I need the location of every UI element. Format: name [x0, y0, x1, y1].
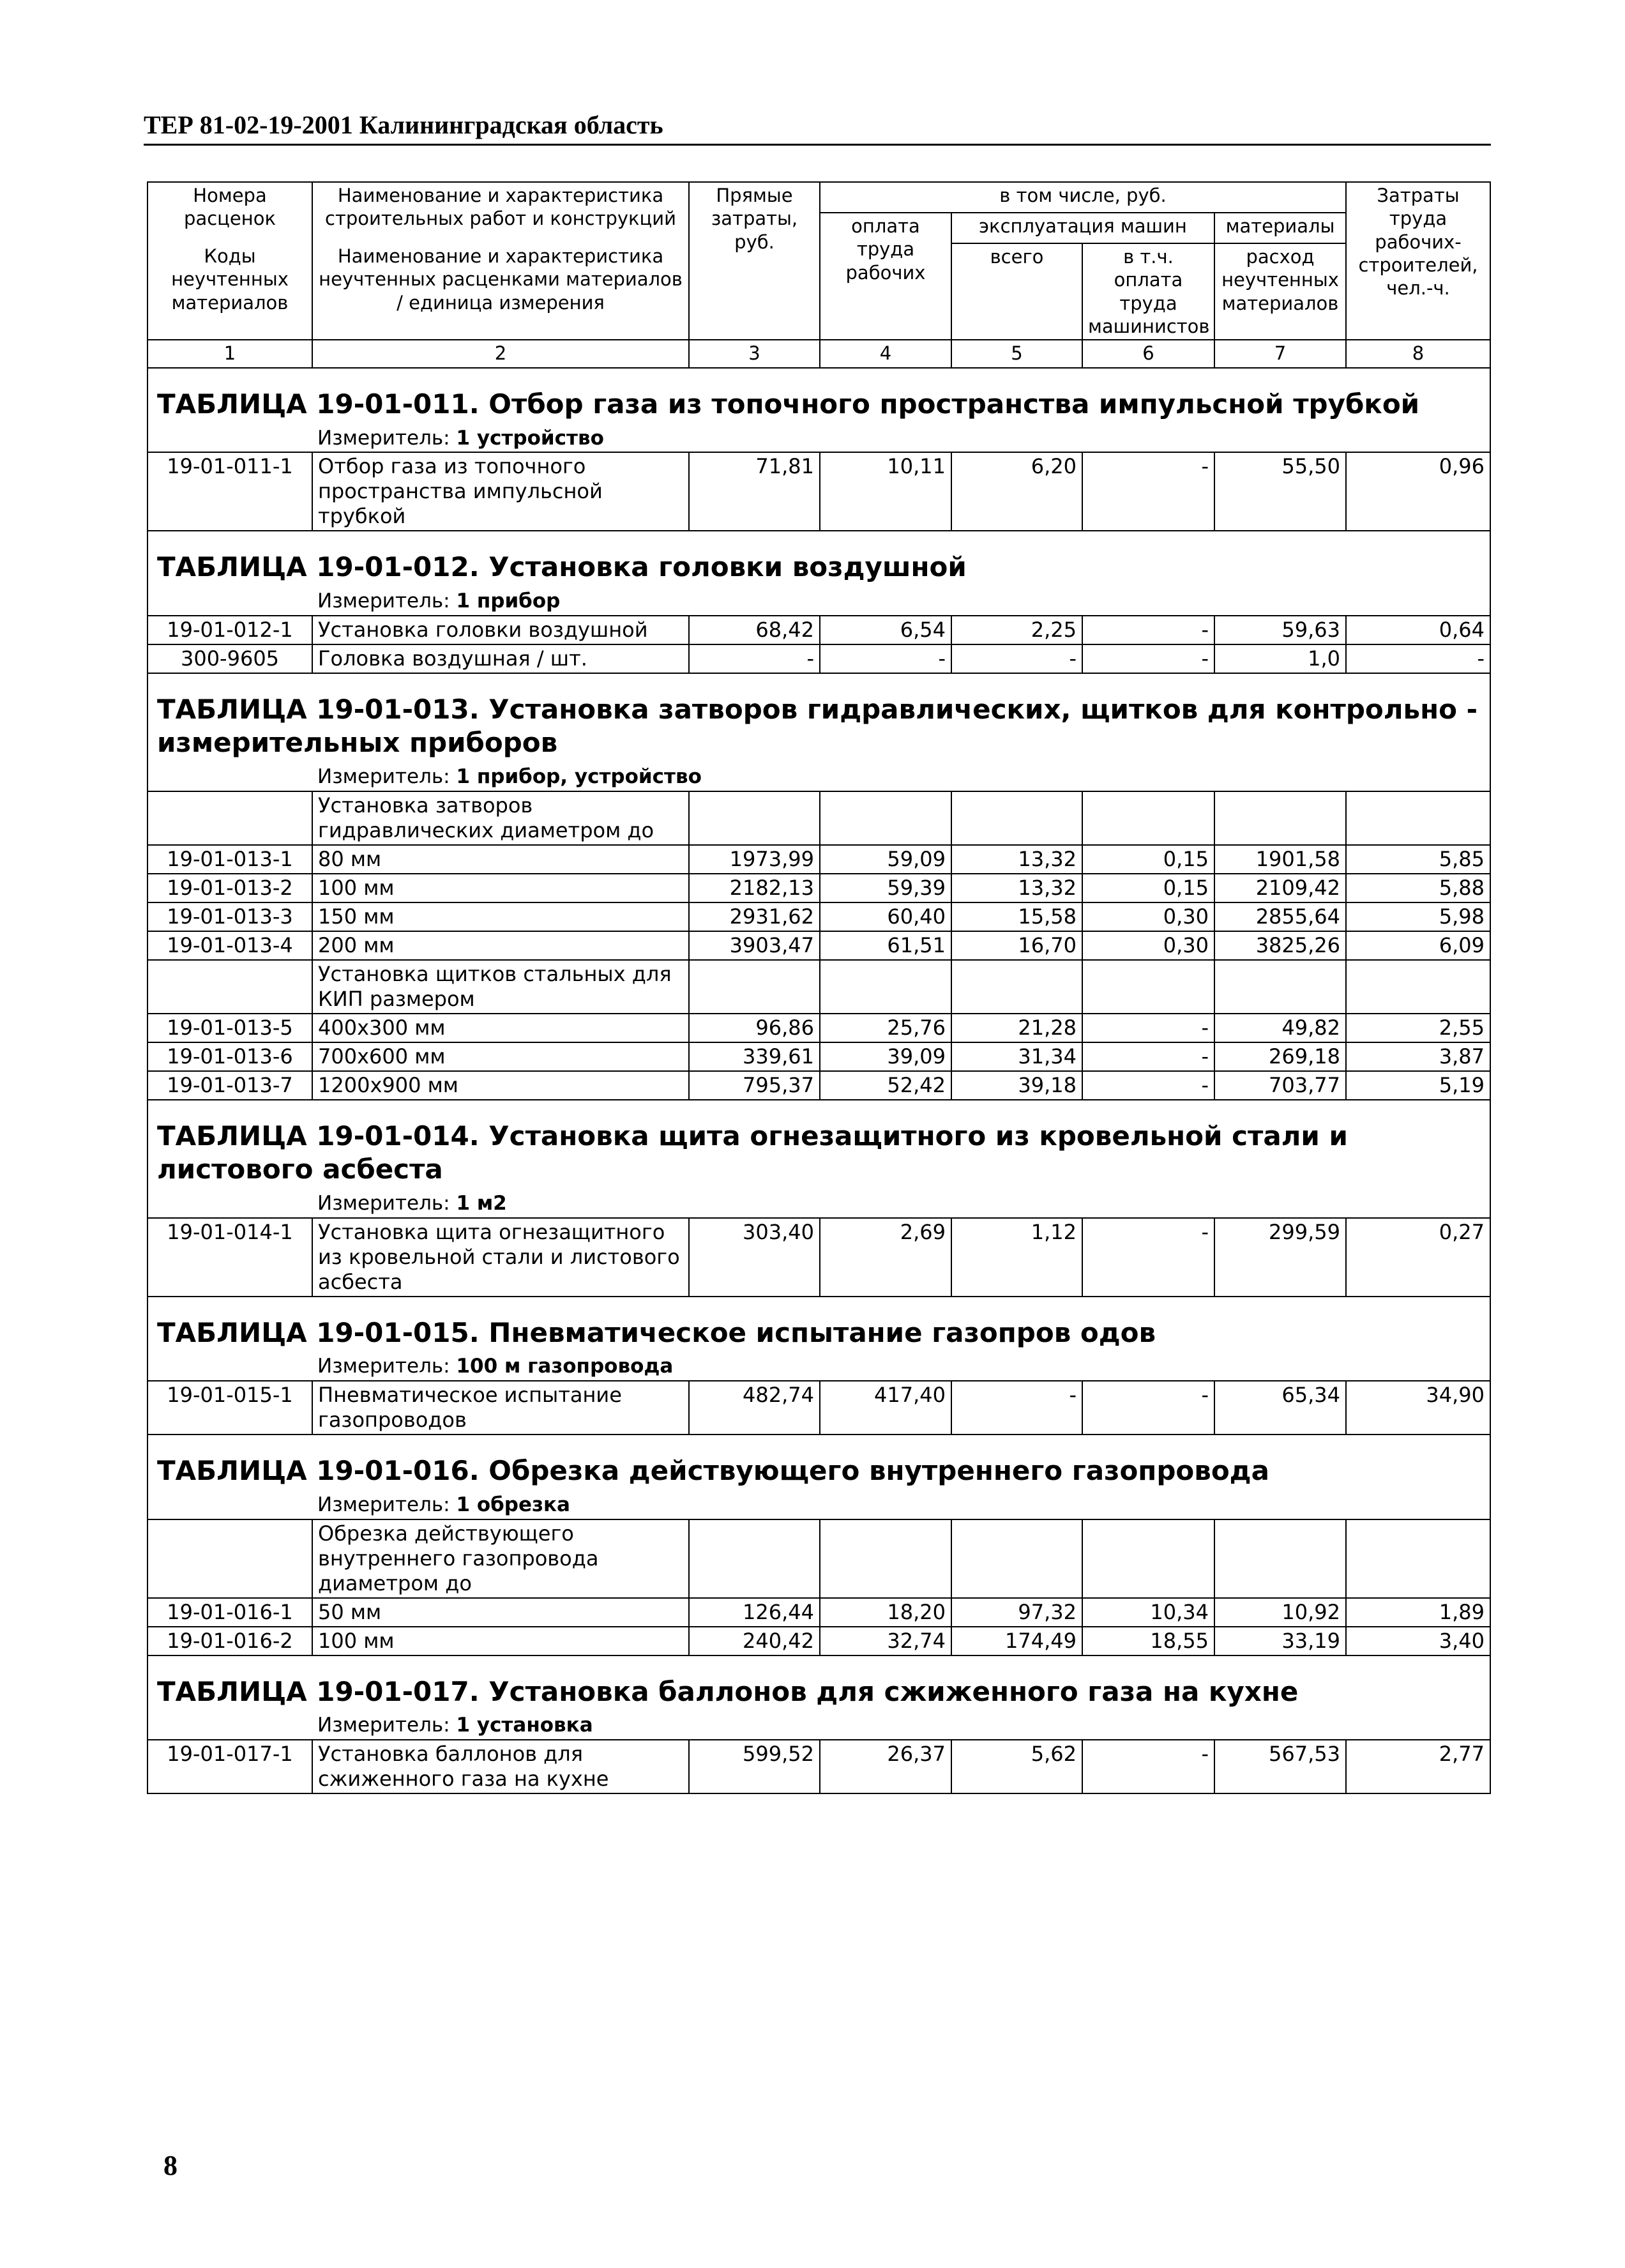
value-cell: 32,74 — [820, 1627, 951, 1655]
rate-name: 100 мм — [312, 1627, 689, 1655]
blank-cell — [951, 791, 1082, 845]
value-cell: 65,34 — [1214, 1381, 1346, 1435]
blank-cell — [1082, 960, 1214, 1014]
value-cell: - — [1082, 1071, 1214, 1100]
blank-cell — [147, 588, 312, 616]
value-cell: 60,40 — [820, 902, 951, 931]
value-cell: 0,96 — [1346, 452, 1490, 531]
table-section-title: ТАБЛИЦА 19-01-011. Отбор газа из топочного пространства импульсной трубкой — [147, 368, 1490, 425]
value-cell: 59,39 — [820, 874, 951, 902]
rate-name: Установка щита огнезащитного из кровельной стали и листового асбеста — [312, 1218, 689, 1297]
column-number: 3 — [689, 340, 820, 368]
measure-unit — [312, 764, 1490, 791]
measure-label: Измеритель: — [317, 1355, 457, 1378]
col-header-machines: эксплуатация машин — [951, 213, 1214, 243]
measure-label: Измеритель: — [317, 1191, 457, 1215]
value-cell: 299,59 — [1214, 1218, 1346, 1297]
value-cell: 31,34 — [951, 1042, 1082, 1071]
table-row — [147, 1381, 1490, 1435]
table-section-title: ТАБЛИЦА 19-01-012. Установка головки воздушной — [147, 531, 1490, 588]
value-cell: 10,11 — [820, 452, 951, 531]
rate-code: 19-01-017-1 — [147, 1740, 312, 1793]
document-header: ТЕР 81-02-19-2001 Калининградская область — [144, 110, 1491, 146]
rate-name: 1200х900 мм — [312, 1071, 689, 1100]
measure-unit — [312, 1353, 1490, 1381]
value-cell: 240,42 — [689, 1627, 820, 1655]
measure-label: Измеритель: — [317, 589, 457, 613]
value-cell: - — [820, 644, 951, 673]
group-description: Обрезка действующего внутреннего газопровода диаметром до — [312, 1519, 689, 1598]
value-cell: - — [689, 644, 820, 673]
blank-cell — [689, 791, 820, 845]
value-cell: 5,88 — [1346, 874, 1490, 902]
value-cell: 2,55 — [1346, 1014, 1490, 1042]
value-cell: 2931,62 — [689, 902, 820, 931]
value-cell: 6,54 — [820, 616, 951, 644]
value-cell: 15,58 — [951, 902, 1082, 931]
col-header-including: в том числе, руб. — [820, 182, 1346, 213]
column-number: 1 — [147, 340, 312, 368]
value-cell: 6,20 — [951, 452, 1082, 531]
value-cell: 21,28 — [951, 1014, 1082, 1042]
measure-value: 1 устройство — [456, 426, 604, 450]
value-cell: 5,62 — [951, 1740, 1082, 1793]
value-cell: 0,15 — [1082, 874, 1214, 902]
rate-name: Отбор газа из топочного пространства импульсной трубкой — [312, 452, 689, 531]
rate-name: Установка баллонов для сжиженного газа на кухне — [312, 1740, 689, 1793]
rate-code: 19-01-012-1 — [147, 616, 312, 644]
rate-code: 19-01-013-7 — [147, 1071, 312, 1100]
blank-cell — [820, 791, 951, 845]
measure-value: 1 обрезка — [456, 1493, 570, 1516]
blank-cell — [1214, 791, 1346, 845]
value-cell: 26,37 — [820, 1740, 951, 1793]
col-header-worker-pay: оплата труда рабочих — [820, 213, 951, 340]
value-cell: 55,50 — [1214, 452, 1346, 531]
col-header-materials: материалы — [1214, 213, 1346, 243]
value-cell: 2,69 — [820, 1218, 951, 1297]
value-cell: 52,42 — [820, 1071, 951, 1100]
table-row — [147, 1627, 1490, 1655]
column-number: 5 — [951, 340, 1082, 368]
rate-code: 19-01-013-3 — [147, 902, 312, 931]
blank-cell — [147, 960, 312, 1014]
value-cell: 25,76 — [820, 1014, 951, 1042]
measure-value: 1 прибор — [456, 589, 561, 613]
table-row — [147, 452, 1490, 531]
value-cell: 0,27 — [1346, 1218, 1490, 1297]
col-header-material-usage: расход неучтенных материалов — [1214, 243, 1346, 340]
blank-cell — [820, 960, 951, 1014]
measure-unit — [312, 1191, 1490, 1218]
rate-code: 19-01-013-4 — [147, 931, 312, 960]
value-cell: 68,42 — [689, 616, 820, 644]
value-cell: - — [1346, 644, 1490, 673]
value-cell: 61,51 — [820, 931, 951, 960]
col-header-material-names: Наименование и характеристика неучтенных расценками материалов / единица измерения — [312, 243, 689, 340]
value-cell: 2855,64 — [1214, 902, 1346, 931]
blank-cell — [1346, 791, 1490, 845]
blank-cell — [1214, 1519, 1346, 1598]
table-section-title: ТАБЛИЦА 19-01-015. Пневматическое испытание газопров одов — [147, 1297, 1490, 1354]
blank-cell — [147, 1712, 312, 1740]
value-cell: - — [951, 1381, 1082, 1435]
col-header-machinists-pay: в т.ч. оплата труда машинистов — [1082, 243, 1214, 340]
table-section-title: ТАБЛИЦА 19-01-017. Установка баллонов для сжиженного газа на кухне — [147, 1655, 1490, 1713]
blank-cell — [147, 425, 312, 453]
value-cell: 33,19 — [1214, 1627, 1346, 1655]
value-cell: 339,61 — [689, 1042, 820, 1071]
value-cell: - — [1082, 1042, 1214, 1071]
value-cell: 59,09 — [820, 845, 951, 874]
col-header-material-codes: Коды неучтенных материалов — [147, 243, 312, 340]
rate-name: 50 мм — [312, 1598, 689, 1627]
table-section-title: ТАБЛИЦА 19-01-013. Установка затворов гидравлических, щитков для контрольно - измерительных приборов — [147, 673, 1490, 764]
value-cell: 126,44 — [689, 1598, 820, 1627]
rates-table — [147, 181, 1491, 1794]
value-cell: 174,49 — [951, 1627, 1082, 1655]
blank-cell — [147, 1353, 312, 1381]
value-cell: 59,63 — [1214, 616, 1346, 644]
value-cell: 71,81 — [689, 452, 820, 531]
value-cell: 1,89 — [1346, 1598, 1490, 1627]
blank-cell — [1346, 960, 1490, 1014]
value-cell: 97,32 — [951, 1598, 1082, 1627]
value-cell: 39,18 — [951, 1071, 1082, 1100]
value-cell: 6,09 — [1346, 931, 1490, 960]
table-row — [147, 845, 1490, 874]
value-cell: 703,77 — [1214, 1071, 1346, 1100]
measure-unit — [312, 1492, 1490, 1519]
value-cell: 1,12 — [951, 1218, 1082, 1297]
rate-name: 700х600 мм — [312, 1042, 689, 1071]
rate-code: 19-01-013-1 — [147, 845, 312, 874]
blank-cell — [689, 960, 820, 1014]
value-cell: 5,98 — [1346, 902, 1490, 931]
value-cell: 2182,13 — [689, 874, 820, 902]
measure-label: Измеритель: — [317, 765, 457, 788]
value-cell: 2,77 — [1346, 1740, 1490, 1793]
table-row — [147, 902, 1490, 931]
table-row — [147, 874, 1490, 902]
blank-cell — [1346, 1519, 1490, 1598]
table-row — [147, 1042, 1490, 1071]
measure-unit — [312, 425, 1490, 453]
rate-code: 19-01-016-1 — [147, 1598, 312, 1627]
table-row — [147, 1071, 1490, 1100]
value-cell: 482,74 — [689, 1381, 820, 1435]
value-cell: 96,86 — [689, 1014, 820, 1042]
col-header-direct-costs: Прямые затраты, руб. — [689, 182, 820, 340]
value-cell: 0,15 — [1082, 845, 1214, 874]
blank-cell — [147, 764, 312, 791]
rate-name: 80 мм — [312, 845, 689, 874]
table-row — [147, 1014, 1490, 1042]
rate-code: 19-01-016-2 — [147, 1627, 312, 1655]
blank-cell — [1082, 791, 1214, 845]
measure-unit — [312, 588, 1490, 616]
value-cell: 1901,58 — [1214, 845, 1346, 874]
rate-name: 400х300 мм — [312, 1014, 689, 1042]
value-cell: 10,92 — [1214, 1598, 1346, 1627]
value-cell: 0,30 — [1082, 931, 1214, 960]
measure-value: 100 м газопровода — [456, 1355, 674, 1378]
value-cell: 34,90 — [1346, 1381, 1490, 1435]
value-cell: - — [1082, 1014, 1214, 1042]
value-cell: - — [1082, 1381, 1214, 1435]
blank-cell — [951, 960, 1082, 1014]
rate-name: 150 мм — [312, 902, 689, 931]
value-cell: 5,19 — [1346, 1071, 1490, 1100]
value-cell: 18,20 — [820, 1598, 951, 1627]
group-description: Установка затворов гидравлических диаметром до — [312, 791, 689, 845]
table-section-title: ТАБЛИЦА 19-01-014. Установка щита огнезащитного из кровельной стали и листового асбеста — [147, 1100, 1490, 1191]
column-number: 8 — [1346, 340, 1490, 368]
blank-cell — [951, 1519, 1082, 1598]
value-cell: - — [1082, 644, 1214, 673]
value-cell: - — [1082, 452, 1214, 531]
rate-code: 19-01-013-6 — [147, 1042, 312, 1071]
col-header-machines-total: всего — [951, 243, 1082, 340]
rate-code: 19-01-013-5 — [147, 1014, 312, 1042]
table-row — [147, 616, 1490, 644]
value-cell: 3903,47 — [689, 931, 820, 960]
value-cell: 0,64 — [1346, 616, 1490, 644]
rate-name: 200 мм — [312, 931, 689, 960]
table-row — [147, 1598, 1490, 1627]
col-header-rate-numbers: Номера расценок — [147, 182, 312, 243]
value-cell: 13,32 — [951, 874, 1082, 902]
value-cell: 3,40 — [1346, 1627, 1490, 1655]
measure-label: Измеритель: — [317, 426, 457, 450]
value-cell: 269,18 — [1214, 1042, 1346, 1071]
value-cell: 18,55 — [1082, 1627, 1214, 1655]
rate-code: 19-01-015-1 — [147, 1381, 312, 1435]
value-cell: - — [951, 644, 1082, 673]
rate-code: 19-01-014-1 — [147, 1218, 312, 1297]
value-cell: 1,0 — [1214, 644, 1346, 673]
table-row — [147, 644, 1490, 673]
value-cell: 2,25 — [951, 616, 1082, 644]
value-cell: 10,34 — [1082, 1598, 1214, 1627]
rate-name: Установка головки воздушной — [312, 616, 689, 644]
table-row — [147, 1740, 1490, 1793]
value-cell: 16,70 — [951, 931, 1082, 960]
blank-cell — [1214, 960, 1346, 1014]
table-row — [147, 1218, 1490, 1297]
value-cell: 5,85 — [1346, 845, 1490, 874]
blank-cell — [147, 791, 312, 845]
column-number: 7 — [1214, 340, 1346, 368]
value-cell: 13,32 — [951, 845, 1082, 874]
blank-cell — [147, 1492, 312, 1519]
value-cell: - — [1082, 616, 1214, 644]
table-section-title: ТАБЛИЦА 19-01-016. Обрезка действующего внутреннего газопровода — [147, 1435, 1490, 1492]
blank-cell — [147, 1191, 312, 1218]
column-number: 4 — [820, 340, 951, 368]
value-cell: 3,87 — [1346, 1042, 1490, 1071]
col-header-work-name: Наименование и характеристика строительных работ и конструкций — [312, 182, 689, 243]
value-cell: 3825,26 — [1214, 931, 1346, 960]
rate-name: Головка воздушная / шт. — [312, 644, 689, 673]
column-number: 2 — [312, 340, 689, 368]
rate-name: Пневматическое испытание газопроводов — [312, 1381, 689, 1435]
rate-code: 19-01-013-2 — [147, 874, 312, 902]
value-cell: - — [1082, 1740, 1214, 1793]
value-cell: 2109,42 — [1214, 874, 1346, 902]
rate-code: 19-01-011-1 — [147, 452, 312, 531]
value-cell: 303,40 — [689, 1218, 820, 1297]
value-cell: - — [1082, 1218, 1214, 1297]
measure-value: 1 м2 — [456, 1191, 507, 1215]
value-cell: 1973,99 — [689, 845, 820, 874]
measure-value: 1 установка — [456, 1714, 593, 1737]
blank-cell — [147, 1519, 312, 1598]
rate-code: 300-9605 — [147, 644, 312, 673]
blank-cell — [820, 1519, 951, 1598]
value-cell: 0,30 — [1082, 902, 1214, 931]
measure-unit — [312, 1712, 1490, 1740]
col-header-labor-hours: Затраты труда рабочих-строителей, чел.-ч. — [1346, 182, 1490, 340]
value-cell: 795,37 — [689, 1071, 820, 1100]
value-cell: 49,82 — [1214, 1014, 1346, 1042]
value-cell: 567,53 — [1214, 1740, 1346, 1793]
column-number: 6 — [1082, 340, 1214, 368]
blank-cell — [1082, 1519, 1214, 1598]
page-number: 8 — [163, 2150, 178, 2181]
value-cell: 417,40 — [820, 1381, 951, 1435]
value-cell: 599,52 — [689, 1740, 820, 1793]
blank-cell — [689, 1519, 820, 1598]
value-cell: 39,09 — [820, 1042, 951, 1071]
table-row — [147, 931, 1490, 960]
measure-value: 1 прибор, устройство — [456, 765, 702, 788]
rate-name: 100 мм — [312, 874, 689, 902]
measure-label: Измеритель: — [317, 1493, 457, 1516]
measure-label: Измеритель: — [317, 1714, 457, 1737]
group-description: Установка щитков стальных для КИП размером — [312, 960, 689, 1014]
